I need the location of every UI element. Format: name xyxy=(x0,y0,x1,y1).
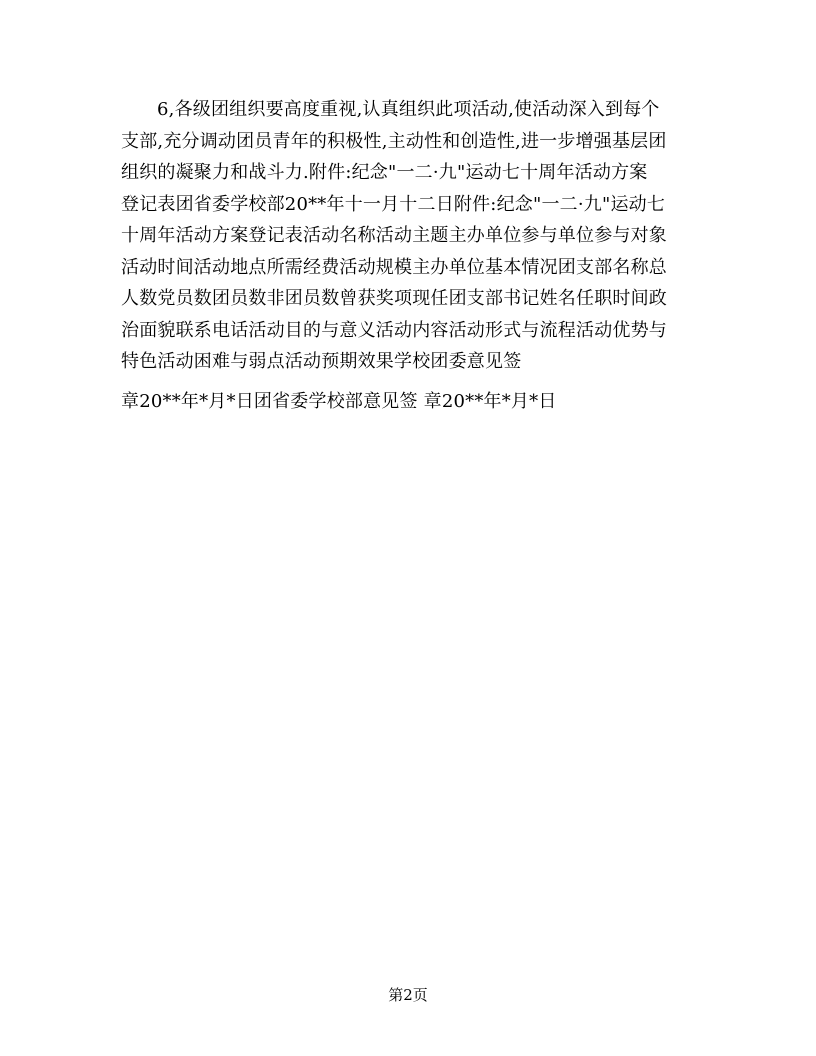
text-line: 人数党员数团员数非团员数曾获奖项现任团支部书记姓名任职时间政 xyxy=(121,288,667,309)
text-line: 6,各级团组织要高度重视,认真组织此项活动,使活动深入到每个 xyxy=(157,99,660,120)
text-line: 组织的凝聚力和战斗力.附件:纪念"一二·九"运动七十周年活动方案 xyxy=(121,162,648,183)
text-line: 章20**年*月*日团省委学校部意见签 章20**年*月*日 xyxy=(121,390,557,412)
page-number: 第2页 xyxy=(388,986,428,1004)
text-line: 活动时间活动地点所需经费活动规模主办单位基本情况团支部名称总 xyxy=(121,256,667,278)
text-line: 治面貌联系电话活动目的与意义活动内容活动形式与流程活动优势与 xyxy=(121,319,667,341)
text-line: 登记表团省委学校部20**年十一月十二日附件:纪念"一二·九"运动七 xyxy=(121,193,666,215)
document-body xyxy=(121,94,697,417)
text-line: 支部,充分调动团员青年的积极性,主动性和创造性,进一步增强基层团 xyxy=(121,130,667,152)
text-line: 十周年活动方案登记表活动名称活动主题主办单位参与单位参与对象 xyxy=(121,225,667,246)
paragraph xyxy=(121,94,697,417)
text-line: 特色活动困难与弱点活动预期效果学校团委意见签 xyxy=(121,351,522,372)
